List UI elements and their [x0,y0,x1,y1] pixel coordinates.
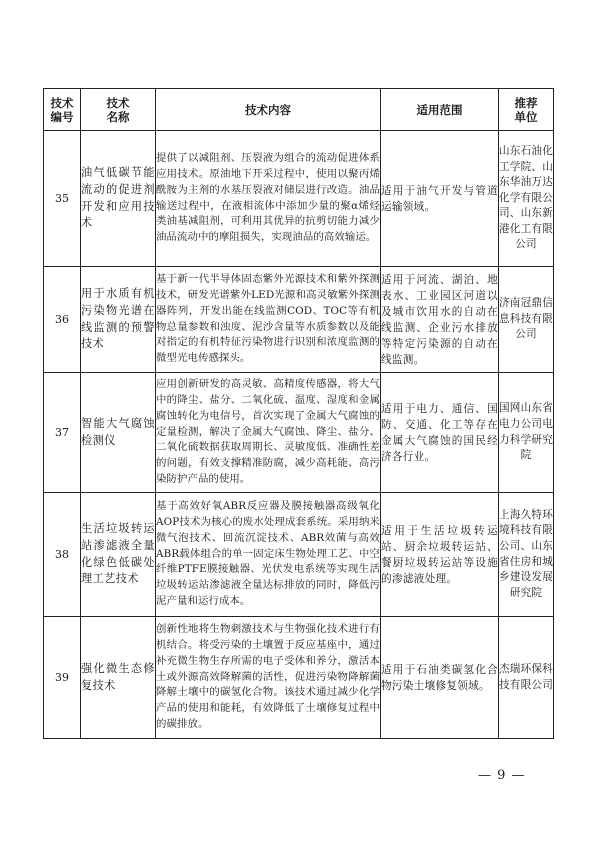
tech-number: 35 [44,131,81,267]
tech-number: 36 [44,267,81,373]
recommending-unit: 上海久特环境科技有限公司、山东省住房和城乡建设发展研究院 [499,493,554,617]
table-row [44,267,554,373]
page-number: — 9 — [478,768,526,783]
tech-scope: 适用于石油类碳氢化合物污染土壤修复领域。 [381,617,499,739]
tech-name: 生活垃圾转运站渗滤液全量化绿色低碳处理工艺技术 [81,493,156,617]
tech-scope: 适用于油气开发与管道运输领域。 [381,131,499,267]
recommending-unit: 济南冠鼎信息科技有限公司 [499,267,554,373]
tech-name: 油气低碳节能流动的促进剂开发和应用技术 [81,131,156,267]
tech-content: 创新性地将生物刺激技术与生物强化技术进行有机结合。将受污染的土壤置于反应基座中，通过补充微生物生存所需的电子受体和养分，激活本土或外源高效降解菌的活性，促进污染物降解菌降解土壤中的碳氢化合物。该技术通过减少化学产品的使用和能耗，有效降低了土壤修复过程中的碳排放。 [156,617,381,739]
table-row [44,617,554,739]
header-tech-name: 技术 名称 [81,89,156,131]
tech-content: 基于新一代半导体固态紫外光源技术和紫外探测技术，研发光谱紫外LED光源和高灵敏紫外探测器阵列，开发出能在线监测COD、TOC等有机物总量参数和浊度、泥沙含量等水质参数以及能对指定的有机特征污染物进行识别和浓度监测的微型光电传感探头。 [156,267,381,373]
tech-scope: 适用于生活垃圾转运站、厨余垃圾转运站、餐厨垃圾转运站等设施的渗滤液处理。 [381,493,499,617]
header-tech-content: 技术内容 [156,89,381,131]
header-scope: 适用范围 [381,89,499,131]
recommending-unit: 国网山东省电力公司电力科学研究院 [499,373,554,493]
tech-number: 37 [44,373,81,493]
table-row [44,493,554,617]
tech-content: 提供了以减阻剂、压裂液为组合的流动促进体系应用技术。原油地下开采过程中，使用以聚丙烯酰胺为主剂的水基压裂液对储层进行改造。油品输送过程中，在液相流体中添加少量的聚α烯烃类油基减阻剂，可利用其优异的抗剪切能力减少油品流动中的摩阻损失，实现油品的高效输运。 [156,131,381,267]
technology-table [43,88,554,739]
table-header-row [44,89,554,131]
tech-scope: 适用于河流、湖泊、地表水、工业园区河道以及城市饮用水的自动在线监测、企业污水排放等特定污染源的自动在线监测。 [381,267,499,373]
tech-name: 强化微生态修复技术 [81,617,156,739]
recommending-unit: 山东石油化工学院、山东华油万达化学有限公司、山东新港化工有限公司 [499,131,554,267]
recommending-unit: 杰瑞环保科技有限公司 [499,617,554,739]
tech-name: 用于水质有机污染物光谱在线监测的预警技术 [81,267,156,373]
header-recommending-unit: 推荐 单位 [499,89,554,131]
tech-content: 应用创新研发的高灵敏、高精度传感器，将大气中的降尘、盐分、二氧化硫、温度、湿度和金属腐蚀转化为电信号，首次实现了金属大气腐蚀的定量检测，解决了金属大气腐蚀、降尘、盐分、二氧化硫数据获取周期长、灵敏度低、准确性差的问题，有效支撑精准防腐，减少高耗能、高污染防护产品的使用。 [156,373,381,493]
table-row [44,131,554,267]
tech-scope: 适用于电力、通信、国防、交通、化工等存在金属大气腐蚀的国民经济各行业。 [381,373,499,493]
tech-name: 智能大气腐蚀检测仪 [81,373,156,493]
table-row [44,373,554,493]
header-tech-number: 技术 编号 [44,89,81,131]
tech-content: 基于高效好氧ABR反应器及膜接触器高级氧化AOP技术为核心的废水处理成套系统。采用纳米微气泡技术、回流沉淀技术、ABR效菌与高效ABR载体组合的单一固定床生物处理工艺、中空纤维PTFE膜接触器、光伏发电系统等实现生活垃圾转运站渗滤液全量达标排放的同时，降低污泥产量和运行成本。 [156,493,381,617]
tech-number: 39 [44,617,81,739]
tech-number: 38 [44,493,81,617]
